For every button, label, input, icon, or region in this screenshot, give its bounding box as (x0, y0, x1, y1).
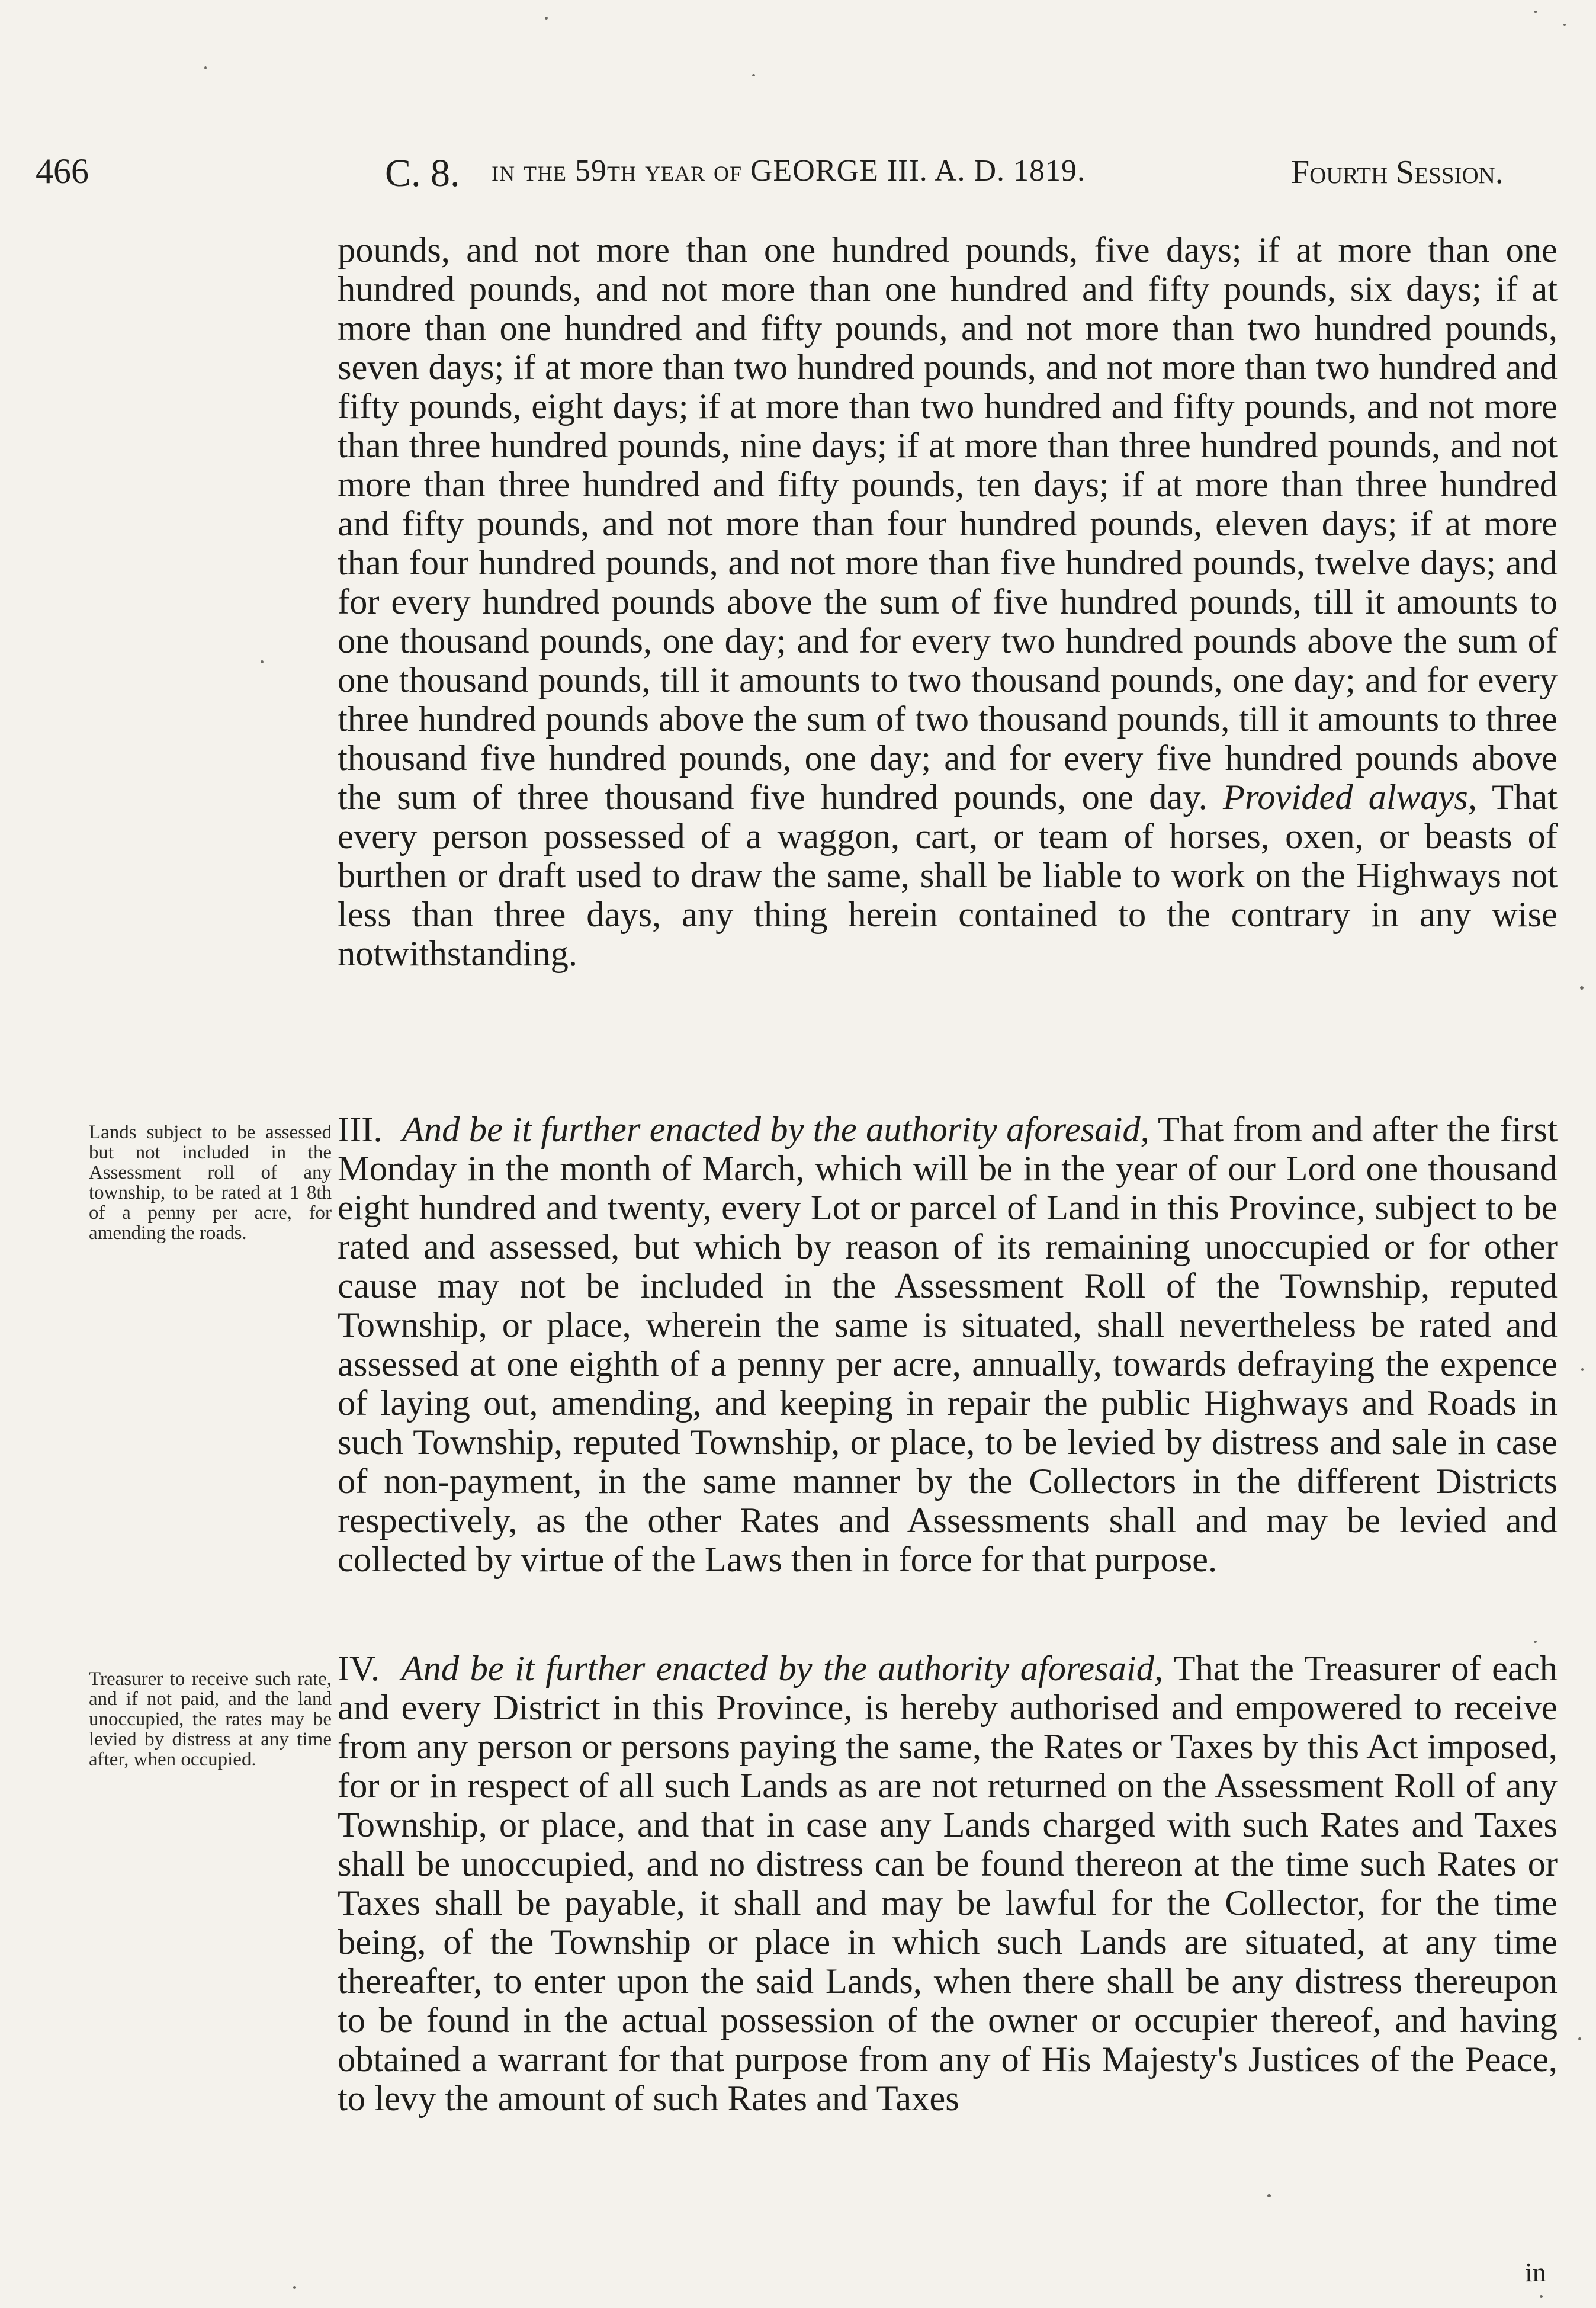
paper-speck (1563, 24, 1566, 26)
paragraph-continuation (338, 231, 1558, 974)
paper-speck (1534, 1641, 1537, 1643)
paper-speck (204, 66, 207, 69)
section-text: That from and after the first Monday in the month of March, which will be in the year of our Lord one thousand eight hundred and twenty, every Lot or parcel of Land in this Province, subject to be rated and assessed, but which by reason of its remaining unoccupied or for other cause may not be included in the Assessment Roll of the Township, reputed Township, or place, wherein the same is situated, shall nevertheless be rated and assessed at one eighth of a penny per acre, annually, towards defraying the expence of laying out, amending, and keeping in repair the public Highways and Roads in such Township, reputed Township, or place, to be levied by distress and sale in case of non-payment, in the same manner by the Collectors in the different Districts respectively, as the other Rates and Assessments shall and may be levied and collected by virtue of the Laws then in force for that purpose. (338, 1110, 1558, 1580)
paper-speck (545, 17, 548, 20)
running-header (0, 151, 1596, 204)
chapter-number: C. 8. (385, 152, 460, 195)
enacting-clause: And be it further enacted by the authority aforesaid, (401, 1649, 1164, 1689)
proviso-phrase: Provided always, (1223, 778, 1477, 817)
section-iii (338, 1110, 1558, 1580)
marginal-note: Treasurer to receive such rate, and if not paid, and the land unoccupied, the rates may be levied by distress at any time after, when occupied. (89, 1668, 332, 1770)
paper-speck (293, 2286, 296, 2289)
catchword: in (1525, 2257, 1546, 2287)
paper-speck (1580, 986, 1584, 990)
paragraph-text: pounds, and not more than one hundred pounds, five days; if at more than one hundred pounds, and not more than one hundred and fifty pounds, six days; if at more than one hundred and fifty pounds, and not more than two hundred pounds, seven days; if at more than two hundred pounds, and not more than two hundred and fifty pounds, eight days; if at more than two hundred and fifty pounds, and not more than three hundred pounds, nine days; if at more than three hundred pounds, and not more than three hundred and fifty pounds, ten days; if at more than three hundred and fifty pounds, and not more than four hundred pounds, eleven days; if at more than four hundred pounds, and not more than five hundred pounds, twelve days; and for every hundred pounds above the sum of five hundred pounds, till it amounts to one thousand pounds, one day; and for every two hundred pounds above the sum of one thousand pounds, till it amounts to two thousand pounds, one day; and for every three hundred pounds above the sum of two thousand pounds, till it amounts to three thousand five hundred pounds, one day; and for every five hundred pounds above the sum of three thousand five hundred pounds, one day. (338, 230, 1558, 817)
paper-speck (1581, 1368, 1584, 1371)
section-iv (338, 1649, 1558, 2118)
header-title: in the 59th year of GEORGE III. A. D. 1819. (492, 154, 1086, 188)
paper-speck (1578, 2037, 1581, 2040)
page-number: 466 (36, 152, 89, 191)
session-label: Fourth Session. (1291, 154, 1504, 191)
section-text: That the Treasurer of each and every District in this Province, is hereby authorised and empowered to receive from any person or persons paying the same, the Rates or Taxes by this Act imposed, for or in respect of all such Lands as are not returned on the Assessment Roll of any Township, or place, and that in case any Lands charged with such Rates and Taxes shall be unoccupied, and no distress can be found thereon at the time such Rates or Taxes shall be payable, it shall and may be lawful for the Collector, for the time being, of the Township or place in which such Lands are situated, at any time thereafter, to enter upon the said Lands, when there shall be any distress thereupon to be found in the actual possession of the owner or occupier thereof, and having obtained a warrant for that purpose from any of His Majesty's Justices of the Peace, to levy the amount of such Rates and Taxes (338, 1649, 1558, 2118)
paper-speck (1540, 2295, 1543, 2298)
paper-speck (1534, 11, 1537, 13)
paper-speck (1267, 2194, 1271, 2197)
section-number: IV. (338, 1649, 380, 1689)
section-number: III. (338, 1110, 383, 1150)
paragraph-tail: That every person possessed of a waggon, cart, or team of horses, oxen, or beasts of burthen or draft used to draw the same, shall be liable to work on the Highways not less than three days, any thing herein contained to the contrary in any wise notwithstanding. (338, 778, 1558, 974)
paper-speck (752, 74, 755, 76)
marginal-note: Lands subject to be assessed but not included in the Assessment roll of any township, to be rated at 1 8th of a penny per acre, for amending the roads. (89, 1122, 332, 1244)
paper-speck (261, 660, 264, 663)
enacting-clause: And be it further enacted by the authority aforesaid, (402, 1110, 1149, 1150)
